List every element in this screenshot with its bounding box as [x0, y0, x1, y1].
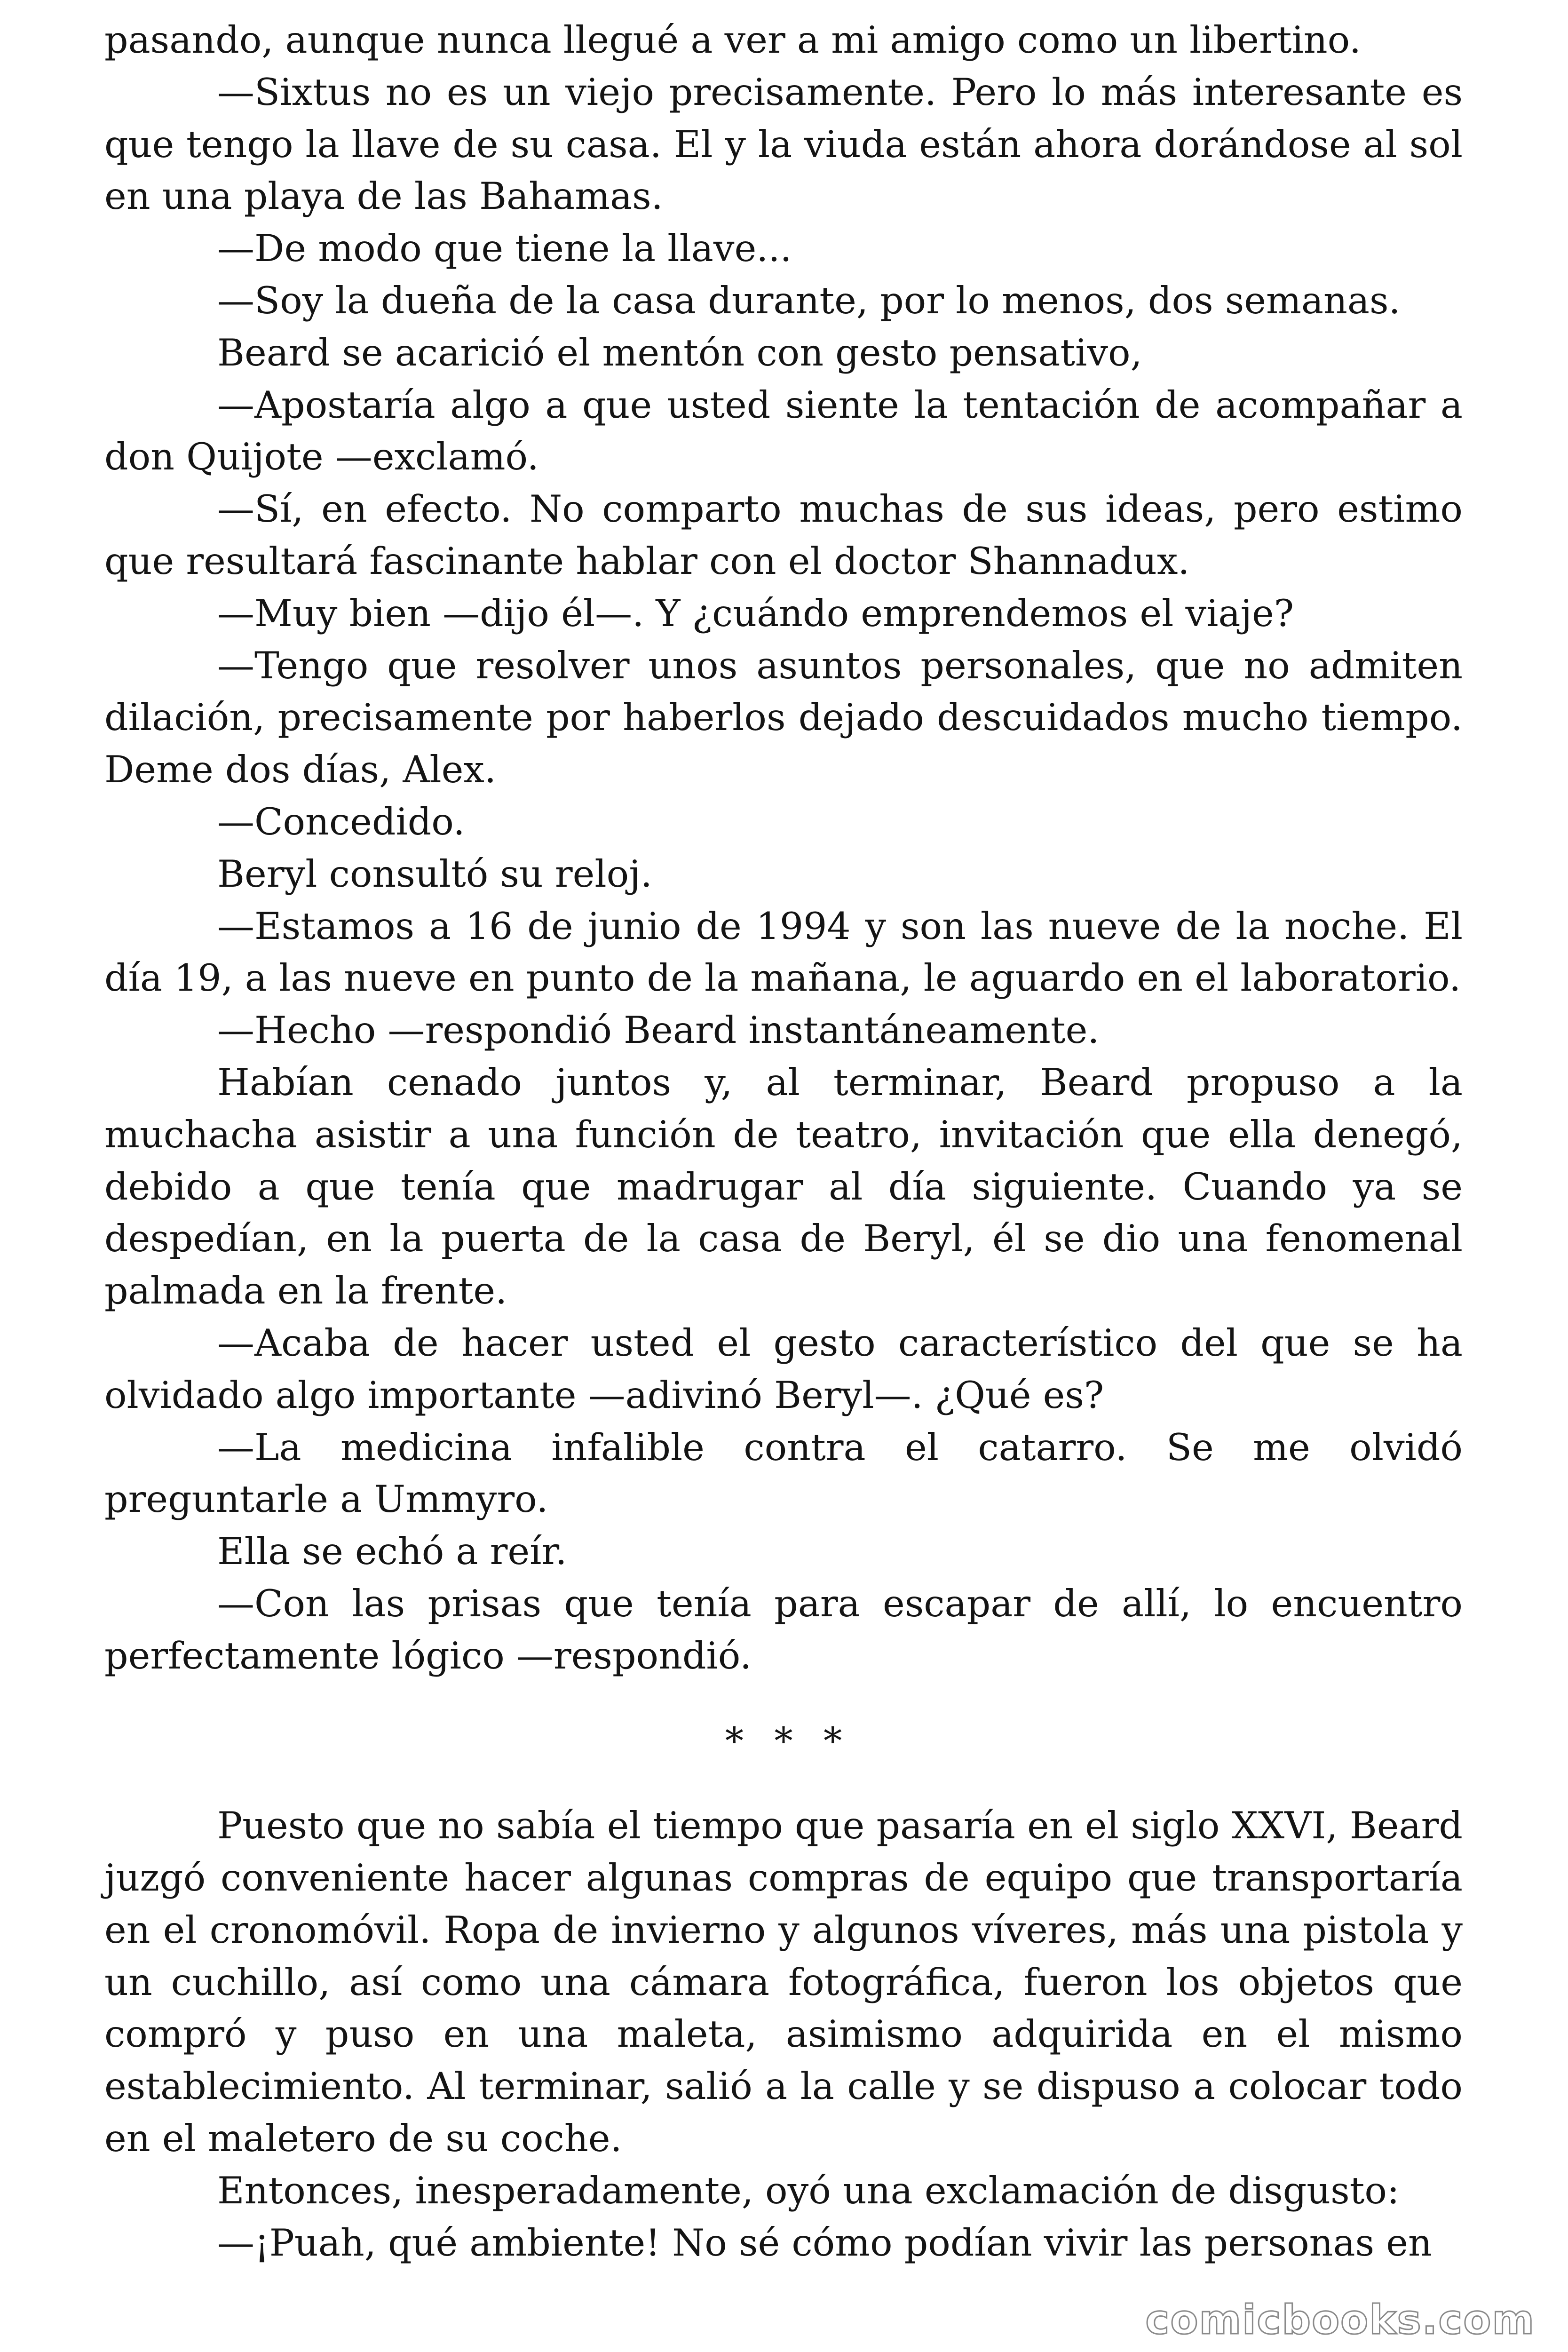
paragraph: Beard se acarició el mentón con gesto pensativo,: [217, 331, 1142, 374]
paragraph: —Apostaría algo a que usted siente la tentación de acompañar a don Quijote —exclamó.: [104, 383, 1463, 479]
paragraph: —Concedido.: [217, 800, 465, 843]
paragraph-group-after: [104, 1800, 1463, 2269]
paragraph: Entonces, inesperadamente, oyó una exclamación de disgusto:: [217, 2169, 1400, 2212]
paragraph: Beryl consultó su reloj.: [217, 852, 652, 896]
page-text: [104, 14, 1463, 2269]
paragraph: Habían cenado juntos y, al terminar, Beard propuso a la muchacha asistir a una función de teatro, invitación que ella denegó, debido a que tenía que madrugar al día siguiente. Cuando ya se despedían, en la puerta de la casa de Beryl, él se dio una fenomenal palmada en la frente.: [104, 1060, 1463, 1313]
paragraph: —Hecho —respondió Beard instantáneamente.: [217, 1009, 1100, 1052]
paragraph: —Sixtus no es un viejo precisamente. Pero lo más interesante es que tengo la llave de su casa. El y la viuda están ahora dorándose al sol en una playa de las Bahamas.: [104, 70, 1463, 218]
paragraph: pasando, aunque nunca llegué a ver a mi amigo como un libertino.: [104, 18, 1361, 62]
watermark-logo: comicbooks.com: [1145, 2296, 1535, 2344]
paragraph: —Tengo que resolver unos asuntos personales, que no admiten dilación, precisamente por haberlos dejado descuidados mucho tiempo. Deme dos días, Alex.: [104, 644, 1463, 792]
paragraph: —La medicina infalible contra el catarro. Se me olvidó preguntarle a Ummyro.: [104, 1425, 1463, 1521]
scene-break: * * *: [725, 1719, 852, 1763]
paragraph: Puesto que no sabía el tiempo que pasaría en el siglo XXVI, Beard juzgó conveniente hacer algunas compras de equipo que transportaría en el cronomóvil. Ropa de invierno y algunos víveres, más una pistola y un cuchillo, así como una cámara fotográfica, fueron los objetos que compró y puso en una maleta, asimismo adquirida en el mismo establecimiento. Al terminar, salió a la calle y se dispuso a colocar todo en el maletero de su coche.: [104, 1804, 1463, 2161]
paragraph: —Sí, en efecto. No comparto muchas de sus ideas, pero estimo que resultará fascinante hablar con el doctor Shannadux.: [104, 487, 1463, 583]
paragraph: —Acaba de hacer usted el gesto característico del que se ha olvidado algo importante —adivinó Beryl—. ¿Qué es?: [104, 1321, 1463, 1417]
paragraph: —Con las prisas que tenía para escapar de allí, lo encuentro perfectamente lógico —respondió.: [104, 1581, 1463, 1677]
paragraph-group-before: [104, 14, 1463, 1682]
paragraph: —De modo que tiene la llave...: [217, 227, 792, 270]
paragraph: —¡Puah, qué ambiente! No sé cómo podían vivir las personas en: [217, 2221, 1432, 2265]
paragraph: —Muy bien —dijo él—. Y ¿cuándo emprendemos el viaje?: [217, 591, 1294, 635]
paragraph: —Estamos a 16 de junio de 1994 y son las nueve de la noche. El día 19, a las nueve en punto de la mañana, le aguardo en el laboratorio.: [104, 904, 1463, 1000]
paragraph: Ella se echó a reír.: [217, 1530, 567, 1573]
paragraph: —Soy la dueña de la casa durante, por lo menos, dos semanas.: [217, 278, 1401, 322]
